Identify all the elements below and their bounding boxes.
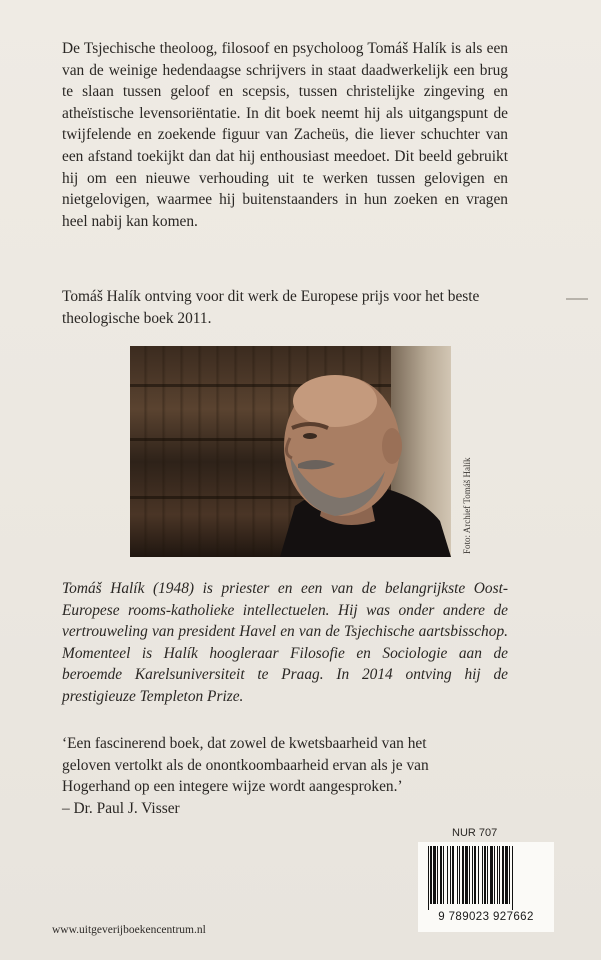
barcode-digits: 9 789023 927662 [438,911,534,923]
quote-line: ‘Een fascinerend boek, dat zowel de kwetsbaarheid van het [62,735,427,752]
isbn-barcode [418,842,554,932]
nur-code: NUR 707 [452,827,498,839]
review-quote [62,733,508,819]
book-blurb: De Tsjechische theoloog, filosoof en psycholoog Tomáš Halík is als een van de weinige hedendaagse schrijvers in staat daadwerkelijk een brug te slaan tussen geloof en scepsis, tussen christelijke zingeving en atheïstische levensoriëntatie. In dit boek neemt hij als uitgangspunt de twijfelende en zoekende figuur van Zacheüs, die liever schuchter van een afstand toekijkt dan dat hij enthousiast meedoet. Dit beeld gebruikt hij om een nieuwe verhouding uit te werken tussen gelovigen en nietgelovigen, waarmee hij buitenstaanders in hun zoeken en vragen heel nabij kan komen. [62,40,508,230]
author-portrait [130,346,451,557]
barcode-bars [426,846,546,910]
prize-note: Tomáš Halík ontving voor dit werk de Europese prijs voor het beste theologische boek 2011. [62,288,480,327]
publisher-website[interactable]: www.uitgeverijboekencentrum.nl [52,924,206,936]
photo-credit: Foto: Archief Tomáš Halík [462,457,472,554]
author-photo [130,346,451,557]
edge-mark [566,298,588,300]
author-bio: Tomáš Halík (1948) is priester en een van de belangrijkste Oost-Europese rooms-katholieke intellectuelen. Hij was onder andere de vertrouweling van president Havel en van de Tsjechische aartsbisschop. Momenteel is Halík hoogleraar Filosofie en Sociologie aan de beroemde Karelsuniversiteit te Praag. In 2014 ontving hij de prestigieuze Templeton Prize. [62,580,508,705]
quote-line: geloven vertolkt als de onontkoombaarheid ervan als je van [62,756,429,774]
quote-line: Hogerhand op een integere wijze wordt aangesproken.’ [62,778,403,796]
quote-author: – Dr. Paul J. Visser [62,799,180,817]
